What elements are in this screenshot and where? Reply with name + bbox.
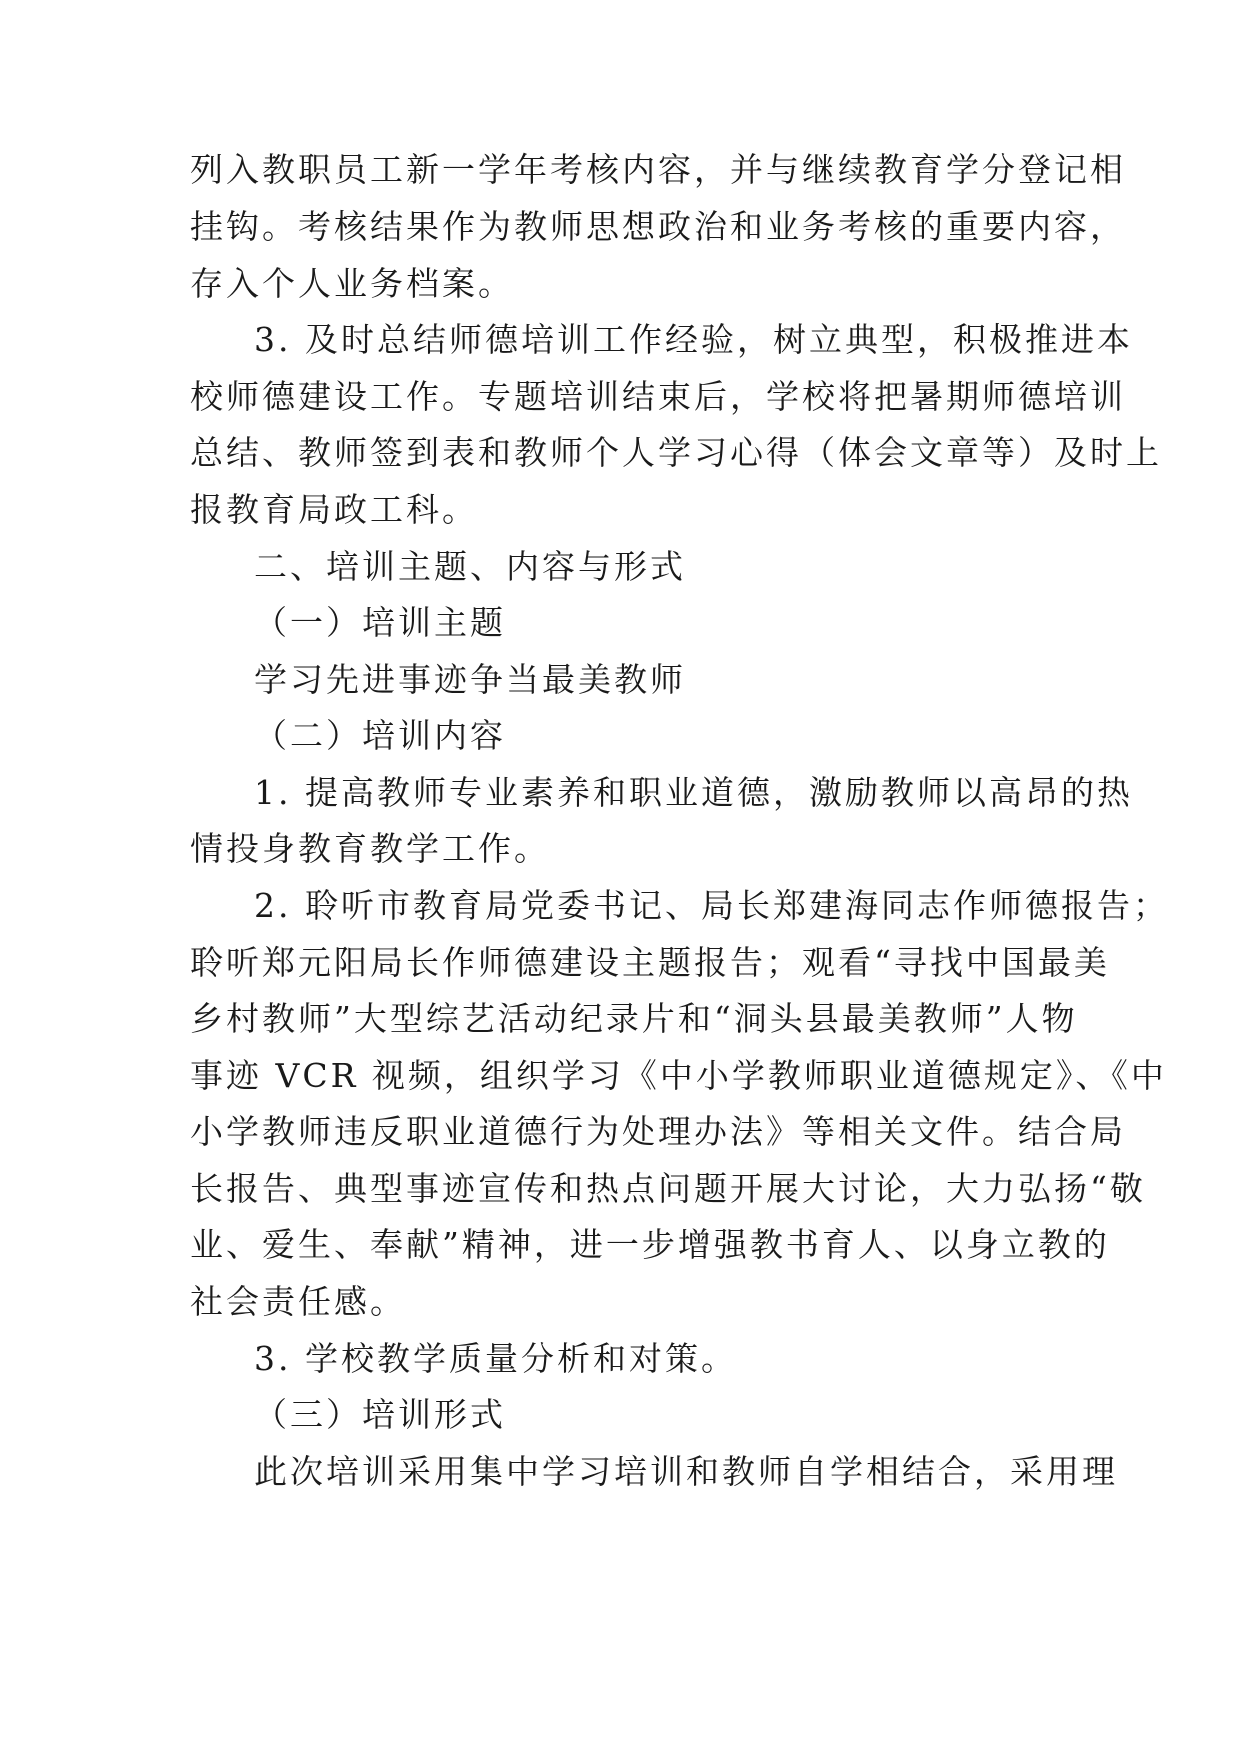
text-line: 总结、教师签到表和教师个人学习心得（体会文章等）及时上 <box>190 433 1162 472</box>
text-line: 报教育局政工科。 <box>190 490 478 529</box>
section-heading: 二、培训主题、内容与形式 <box>254 547 686 586</box>
text-line: 挂钩。考核结果作为教师思想政治和业务考核的重要内容， <box>190 207 1126 246</box>
text-line: 小学教师违反职业道德行为处理办法》等相关文件。结合局 <box>190 1112 1126 1151</box>
subsection-heading: （二）培训内容 <box>254 716 506 755</box>
subsection-heading: （三）培训形式 <box>254 1395 506 1434</box>
text-line: 乡村教师”大型综艺活动纪录片和“洞头县最美教师”人物 <box>190 999 1078 1038</box>
text-line: 1. 提高教师专业素养和职业道德，激励教师以高昂的热 <box>254 773 1133 812</box>
text-line: 2. 聆听市教育局党委书记、局长郑建海同志作师德报告； <box>254 886 1169 925</box>
text-line: 3. 及时总结师德培训工作经验，树立典型，积极推进本 <box>254 320 1133 359</box>
text-line: 聆听郑元阳局长作师德建设主题报告；观看“寻找中国最美 <box>190 943 1110 982</box>
text-line: 校师德建设工作。专题培训结束后，学校将把暑期师德培训 <box>190 377 1126 416</box>
subsection-heading: （一）培训主题 <box>254 603 506 642</box>
text-line: 存入个人业务档案。 <box>190 264 514 303</box>
text-line: 社会责任感。 <box>190 1282 406 1321</box>
text-line: 列入教职员工新一学年考核内容，并与继续教育学分登记相 <box>190 150 1126 189</box>
text-line: 业、爱生、奉献”精神，进一步增强教书育人、以身立教的 <box>190 1225 1110 1264</box>
text-line: 3. 学校教学质量分析和对策。 <box>254 1339 737 1378</box>
text-line: 学习先进事迹争当最美教师 <box>254 660 686 699</box>
text-line: 此次培训采用集中学习培训和教师自学相结合，采用理 <box>254 1452 1118 1491</box>
text-line: 事迹 VCR 视频，组织学习《中小学教师职业道德规定》、《中 <box>190 1056 1167 1095</box>
text-line: 情投身教育教学工作。 <box>190 829 550 868</box>
text-line: 长报告、典型事迹宣传和热点问题开展大讨论，大力弘扬“敬 <box>190 1169 1146 1208</box>
